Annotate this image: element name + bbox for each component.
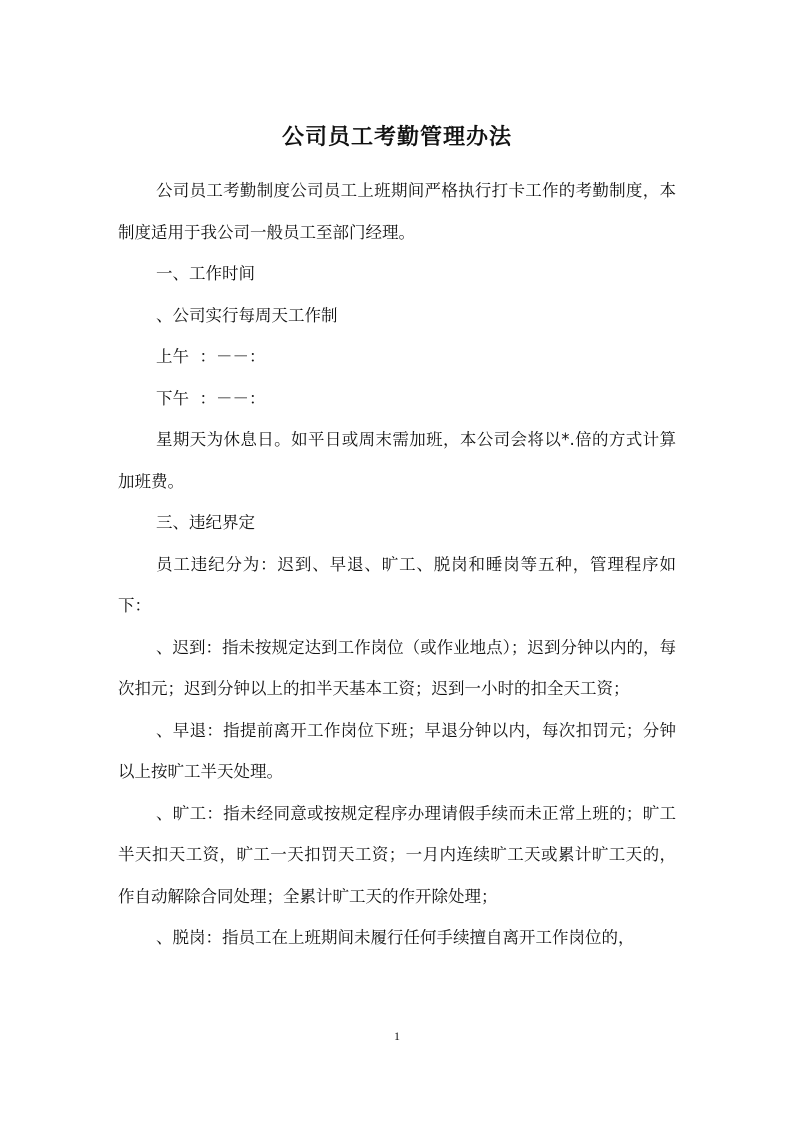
paragraph-afternoon-hours: 下午 ：－－： [156, 388, 266, 408]
paragraph-late-arrival: 、迟到：指未按规定达到工作岗位（或作业地点）；迟到分钟以内的，每次扣元；迟到分钟以上的扣半天基本工资；迟到一小时的扣全天工资； [118, 637, 676, 698]
paragraph-leaving-post: 、脱岗：指员工在上班期间未履行任何手续擅自离开工作岗位的， [156, 928, 635, 947]
section-heading-violations: 三、违纪界定 [156, 513, 255, 532]
paragraph-early-leave: 、早退：指提前离开工作岗位下班；早退分钟以内，每次扣罚元；分钟以上按旷工半天处理。 [118, 720, 676, 781]
section-heading-work-hours: 一、工作时间 [156, 264, 255, 283]
paragraph-violation-types: 员工违纪分为：迟到、早退、旷工、脱岗和睡岗等五种，管理程序如下： [118, 554, 676, 615]
paragraph-work-week: 、公司实行每周天工作制 [156, 305, 338, 325]
paragraph-absenteeism: 、旷工：指未经同意或按规定程序办理请假手续而未正常上班的；旷工半天扣天工资，旷工一天扣罚天工资；一月内连续旷工天或累计旷工天的，作自动解除合同处理；全累计旷工天的作开除处理； [118, 803, 676, 906]
paragraph-rest-day-overtime: 星期天为休息日。如平日或周末需加班，本公司会将以*.倍的方式计算加班费。 [118, 430, 676, 491]
paragraph-morning-hours: 上午 ：－－： [156, 347, 266, 366]
document-body [118, 170, 676, 959]
paragraph-intro: 公司员工考勤制度公司员工上班期间严格执行打卡工作的考勤制度，本制度适用于我公司一般员工至部门经理。 [118, 181, 676, 242]
document-title: 公司员工考勤管理办法 [281, 125, 512, 150]
page-number: 1 [394, 1029, 400, 1043]
